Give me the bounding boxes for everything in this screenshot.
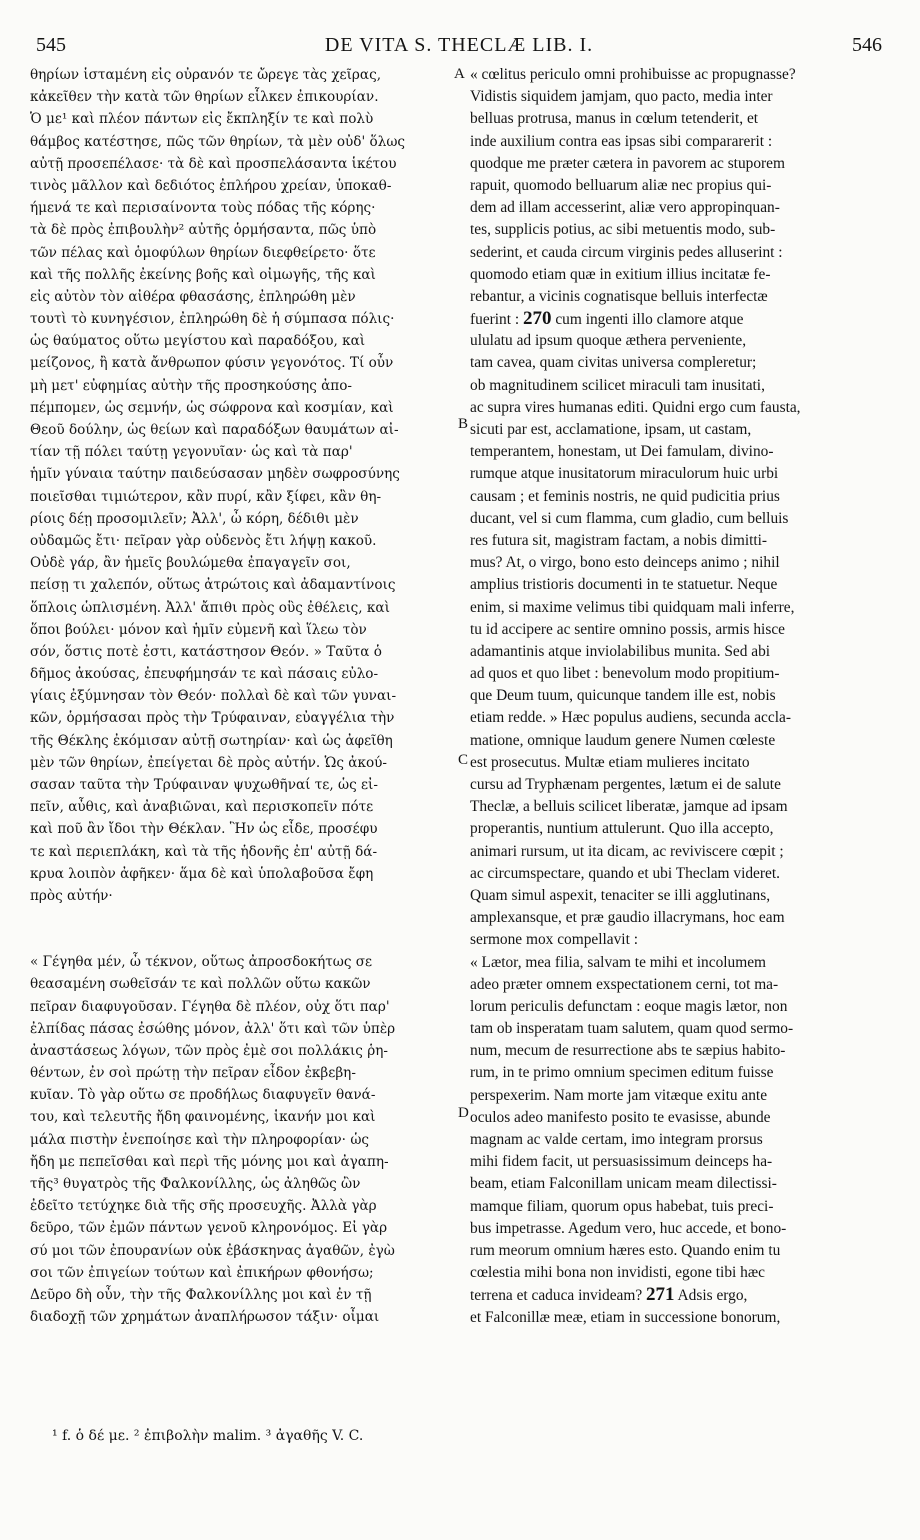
latin-line: ob magnitudinem scilicet miraculi tam inusitati, (470, 376, 765, 394)
latin-line: oculos adeo manifesto posito te evasisse, abunde (470, 1108, 771, 1126)
greek-line: Οὐδὲ γάρ, ἂν ἡμεῖς βουλώμεθα ἐπαγαγεῖν σοι, (30, 555, 351, 572)
latin-line: ululatu ad ipsum quoque æthera perveniente, (470, 332, 747, 350)
latin-line: mamque filiam, quorum opus habebat, tuis preci- (470, 1197, 774, 1215)
latin-line: etiam redde. » Hæc populus audiens, secunda accla- (470, 709, 791, 727)
greek-line: καὶ τῆς πολλῆς ἐκείνης βοῆς καὶ οἰμωγῆς, τῆς καὶ (30, 266, 376, 283)
latin-line: tes, supplicis potius, ac sibi metuentis modo, sub- (470, 221, 776, 239)
latin-line: tu id accipere ac sentire omnino possis, armis hisce (470, 620, 785, 638)
latin-line: adamantinis atque inviolabilibus munita. Sed abi (470, 642, 771, 660)
margin-letter-a: A (454, 66, 465, 82)
latin-line: magnam ac valde certam, imo integram prorsus (470, 1131, 763, 1148)
latin-line: terrena et caduca invideam? 271 Adsis ergo, (470, 1284, 748, 1306)
page-header (36, 34, 882, 60)
greek-line: ὡς θαύματος οὕτω μεγίστου καὶ παραδόξου, καὶ (30, 333, 366, 350)
greek-line: θεασαμένη σωθεῖσάν τε καὶ πολλῶν οὕτω κακῶν (30, 976, 371, 993)
greek-column (30, 64, 465, 1328)
greek-line: πεῖν, αὖθις, καὶ ἀναβιῶναι, καὶ περισκοπεῖν πότε (30, 799, 374, 816)
latin-line: cursu ad Tryphænam pergentes, lætum ei de salute (470, 776, 781, 793)
greek-line: τινὸς μᾶλλον καὶ δεδιότος ἐπλήρου χρείαν, ὑποκαθ- (30, 177, 392, 194)
greek-line: ήμενά τε καὶ περισαίνοντα τοὺς πόδας τῆς κόρης· (30, 200, 376, 217)
latin-line: enim, si maxime velimus tibi quidquam mali inferre, (470, 598, 795, 616)
latin-line: belluas protrusa, manus in cœlum tetenderit, et (470, 110, 759, 128)
greek-line: τουτὶ τὸ κυνηγέσιον, ἐπληρώθη δὲ ἡ σύμπασα πόλις· (30, 311, 395, 328)
latin-line: res futura sit, magistram factam, a nobis dimitti- (470, 531, 768, 549)
greek-line: τε καὶ περιεπλάκη, καὶ τὰ τῆς ἡδονῆς ἐπ' αὐτῇ δά- (30, 843, 378, 860)
greek-line: μὴ μετ' εὐφημίας αὐτὴν τῆς προσηκούσης ἀπο- (30, 377, 353, 394)
greek-line: τῆς Θέκλης ἐκόμισαν αὐτῇ σωτηρίαν· καὶ ὡς ἀφεῖθη (30, 732, 393, 749)
greek-line: μὲν τῶν θηρίων, ἐπείγεται δὲ πρὸς αὐτήν. Ὡς ἀκού- (30, 754, 388, 771)
paragraph-gap (30, 907, 465, 951)
latin-line: num, mecum de resurrectione abs te sæpius habito- (470, 1042, 786, 1060)
greek-line: ἐλπίδας πάσας ἐσώθης μόνον, ἀλλ' ὅτι καὶ τῶν ὑπὲρ (30, 1020, 396, 1037)
latin-line: rum meorum omnium hæres esto. Quando enim tu (470, 1241, 781, 1259)
greek-line: σοι τῶν ἐπιγείων τούτων καὶ ἐπικήρων φθονήσω; (30, 1264, 374, 1281)
latin-line: animari rursum, ut ita dicam, ac reviviscere cœpit ; (470, 842, 784, 860)
greek-line: δῆμος ἀκούσας, ἐπευφήμησάν τε καὶ πάσαις εὐλο- (30, 666, 379, 683)
latin-line: mus? At, o virgo, bono esto deinceps animo ; nihil (470, 554, 780, 572)
greek-line: σόν, ὅστις ποτὲ ἐστι, κατάστησον Θεόν. » Ταῦτα ὁ (30, 643, 382, 660)
greek-line: του, καὶ τελευτῆς ἤδη φαινομένης, ἱκανήν μοι καὶ (30, 1109, 376, 1126)
greek-line: Θεοῦ δούλην, ὡς θείων καὶ παραδόξων θαυμάτων αἰ- (30, 422, 399, 438)
latin-line: ducant, vel si cum flamma, cum gladio, cum belluis (470, 509, 789, 527)
latin-line: rapuit, quomodo belluarum aliæ nec propius qui- (470, 176, 772, 194)
greek-line: ἀναστάσεως λόγων, τῶν πρὸς ἐμὲ σοι πολλάκις ῥη- (30, 1042, 388, 1059)
greek-line: εἰς αὐτὸν τὸν αἰθέρα φθασάσης, ἐπληρώθη μὲν (30, 288, 356, 305)
greek-line: κῶν, ὁρμήσασαι πρὸς τὴν Τρύφαιναν, εὐαγγέλια τὴν (30, 710, 395, 727)
column-number: 270 (523, 308, 552, 330)
greek-line: Δεῦρο δὴ οὖν, τὴν τῆς Φαλκονίλλης μοι καὶ ἐν τῇ (30, 1286, 372, 1303)
greek-line: ποιεῖσθαι τιμιώτερον, κἂν πυρί, κἂν ξίφει, κἂν θη- (30, 488, 382, 505)
greek-line: δεῦρο, τῶν ἐμῶν πάντων γενοῦ κληρονόμος. Εἰ γὰρ (30, 1220, 388, 1237)
greek-line: πείσῃ τι χαλεπόν, οὕτως ἀτρώτοις καὶ ἀδαμαντίνοις (30, 577, 396, 594)
latin-line: sermone mox compellavit : (470, 931, 638, 949)
greek-line: κρυα λοιπὸν ἀφῆκεν· ἅμα δὲ καὶ ὑπολαβοῦσα ἔφη (30, 865, 374, 882)
latin-line: bus impetrasse. Agedum vero, huc accede, et bono- (470, 1219, 787, 1237)
greek-line: ἡμῖν γύναια ταύτην παιδεύσασαν μηδὲν σωφροσύνης (30, 466, 400, 483)
greek-line: πέμπομεν, ὡς σεμνήν, ὡς σώφρονα καὶ κοσμίαν, καὶ (30, 399, 394, 416)
margin-letter-b: B (458, 416, 469, 432)
latin-line: Quam simul aspexit, tenaciter se illi agglutinans, (470, 886, 771, 904)
latin-line: matione, omnique laudum genere Numen cœleste (470, 731, 776, 749)
latin-line: ad quos et quo libet : benevolum modo propitium- (470, 665, 780, 683)
greek-line: καὶ ποῦ ἂν ἴδοι τὴν Θέκλαν. Ἣν ὡς εἶδε, προσέφυ (30, 821, 378, 838)
latin-line: que Deum tuum, quicunque tandem ille est, nobis (470, 687, 776, 705)
page-number-right: 546 (852, 34, 882, 56)
greek-line: σύ μοι τῶν ἐπουρανίων οὐκ ἐβάσκηνας ἀγαθῶν, ἐγὼ (30, 1242, 395, 1259)
latin-line: temperantem, honestam, ut Dei famulam, divino- (470, 443, 774, 461)
latin-line: amplius tristioris documenti in te statuetur. Neque (470, 576, 778, 594)
latin-line: sicuti par est, acclamatione, ipsam, ut castam, (470, 421, 752, 438)
latin-line: rum, in te primo omnium specimen editum fuisse (470, 1064, 774, 1082)
latin-line: est prosecutus. Multæ etiam mulieres incitato (470, 753, 750, 771)
latin-line: inde auxilium contra eas ipsas sibi compararerit : (470, 132, 773, 150)
greek-line: ἐδεῖτο τετύχηκε διὰ τῆς σῆς προσευχῆς. Ἀλλὰ γὰρ (30, 1198, 377, 1215)
latin-line: rebantur, a vicinis cognatisque belluis interfectæ (470, 287, 768, 305)
greek-line: τῶν πέλας καὶ ὁμοφύλων θηρίων διεφθείρετο· ὅτε (30, 244, 376, 261)
latin-line: ac circumspectare, quando et ubi Theclam videret. (470, 864, 780, 882)
latin-line: beam, etiam Falconillam unicam meam dilectissi- (470, 1175, 777, 1193)
latin-line: quodque me præter cætera in pavorem ac stuporem (470, 154, 785, 172)
latin-line: perspexerim. Nam morte jam vitæque exitu ante (470, 1086, 768, 1104)
latin-line: « cœlitus periculo omni prohibuisse ac propugnasse? (470, 66, 796, 83)
latin-line: tam ob insperatam tuam salutem, quam quod sermo- (470, 1020, 794, 1038)
latin-line: lorum periculis defunctam : eoque magis lætor, non (470, 997, 788, 1015)
greek-line: πεῖραν διαφυγοῦσαν. Γέγηθα δὲ πλέον, οὐχ ὅτι παρ' (30, 998, 390, 1015)
column-number: 271 (646, 1284, 675, 1306)
greek-line: ὅποι βούλει· μόνον καὶ ἡμῖν εὐμενῆ καὶ ἵλεω τὸν (30, 621, 367, 638)
latin-line: quomodo etiam quæ in exitium illius incitatæ fe- (470, 265, 771, 283)
latin-line: ac supra vires humanas editi. Quidni ergo cum fausta, (470, 398, 801, 416)
margin-letter-d: D (458, 1105, 469, 1121)
greek-line: Ὁ με¹ καὶ πλέον πάντων εἰς ἔκπληξίν τε καὶ πολὺ (30, 111, 374, 128)
greek-line: « Γέγηθα μέν, ὦ τέκνον, οὕτως ἀπροσδοκήτως σε (30, 954, 373, 971)
latin-line: Theclæ, a belluis scilicet liberatæ, jamque ad ipsam (470, 798, 788, 816)
latin-line: rumque atque inusitatorum miraculorum huic urbi (470, 465, 779, 483)
greek-line: ρίοις δέῃ προσομιλεῖν; Ἀλλ', ὦ κόρη, δέδιθι μὲν (30, 510, 359, 527)
greek-line: κυῖαν. Τὸ γὰρ οὕτω σε προδήλως διαφυγεῖν θανά- (30, 1087, 376, 1104)
greek-line: θέντων, ἐν σοὶ πρώτῃ τὴν πεῖραν εἶδον ἐκβεβη- (30, 1065, 356, 1082)
greek-line: ἤδη με πεπεῖσθαι καὶ περὶ τῆς μόνης μοι καὶ ἀγαπη- (30, 1153, 389, 1170)
greek-line: τίαν τῇ πόλει ταύτῃ γεγονυῖαν· ὡς καὶ τὰ παρ' (30, 444, 353, 461)
greek-line: αὐτῇ προσεπέλασε· τὰ δὲ καὶ προσπελάσαντα ἱκέτου (30, 155, 397, 172)
greek-line: πρὸς αὐτήν· (30, 887, 113, 904)
greek-line: οὐδαμῶς ἔτι· πεῖραν γὰρ οὐδενὸς ἔτι λήψῃ κακοῦ. (30, 532, 377, 549)
greek-line: τὰ δὲ πρὸς ἐπιβουλὴν² αὐτῆς ὁρμήσαντα, πῶς ὑπὸ (30, 222, 377, 239)
greek-line: τῆς³ θυγατρὸς τῆς Φαλκονίλλης, ὡς ἀληθῶς ὢν (30, 1176, 361, 1192)
margin-letter-c: C (458, 752, 469, 768)
page-number-left: 545 (36, 34, 66, 56)
latin-line: amplexansque, et præ gaudio illacrymans, hoc eam (470, 909, 785, 927)
greek-line: μείζονος, ἢ κατὰ ἄνθρωπον φύσιν γεγονότος. Τί οὖν (30, 355, 394, 372)
latin-line: tam cavea, quam civitas universa compleretur; (470, 354, 757, 372)
latin-line: et Falconillæ meæ, etiam in successione bonorum, (470, 1308, 781, 1326)
latin-line: fuerint : 270 cum ingenti illo clamore atque (470, 308, 744, 330)
latin-line: Vidistis siquidem jamjam, quo pacto, media inter (470, 88, 773, 106)
latin-line: sederint, et cauda circum virginis pedes alluserint : (470, 243, 783, 261)
latin-line: properantis, nuntium attulerunt. Quo illa accepto, (470, 820, 774, 838)
greek-line: θάμβος κατέστησε, πῶς τῶν θηρίων, τὰ μὲν οὐδ' ὅλως (30, 133, 406, 150)
latin-column (470, 64, 882, 1329)
greek-line: κἀκεῖθεν τὴν κατὰ τῶν θηρίων εἷλκεν ἐπικουρίαν. (30, 89, 379, 106)
latin-line: adeo præter omnem exspectationem cerni, tot ma- (470, 975, 779, 993)
running-title: DE VITA S. THECLÆ LIB. I. (324, 34, 594, 56)
latin-line: dem ad illam accesserint, aliæ vero appropinquan- (470, 199, 780, 217)
greek-line: μάλα πιστὴν ἐνεποίησε καὶ τὴν πληροφορίαν· ὡς (30, 1131, 370, 1148)
greek-line: διαδοχῇ τῶν χρημάτων ἀναπλήρωσον τάξιν· οἶμαι (30, 1309, 380, 1326)
latin-line: cœlestia mihi bona non invidisti, egone tibi hæc (470, 1264, 765, 1282)
greek-line: ὅπλοις ὡπλισμένη. Ἀλλ' ἄπιθι πρὸς οὓς ἐθέλεις, καὶ (30, 599, 390, 616)
greek-line: γίαις ἐξύμνησαν τὸν Θεόν· πολλαὶ δὲ καὶ τῶν γυναι- (30, 688, 397, 705)
latin-line: « Lætor, mea filia, salvam te mihi et incolumem (470, 953, 767, 971)
footnotes: ¹ f. ὁ δέ με. ² ἐπιβολὴν malim. ³ ἀγαθῆς V. C. (52, 1428, 364, 1444)
latin-line: mihi fidem facit, ut persuasissimum deinceps ha- (470, 1153, 773, 1171)
greek-line: σασαν ταῦτα τὴν Τρύφαιναν ψυχωθῆναί τε, ὡς εἰ- (30, 777, 378, 793)
latin-line: causam ; et feminis nostris, ne quid pudicitia prius (470, 487, 780, 505)
greek-line: θηρίων ἱσταμένη εἰς οὐρανόν τε ὤρεγε τὰς χεῖρας, (30, 67, 382, 83)
